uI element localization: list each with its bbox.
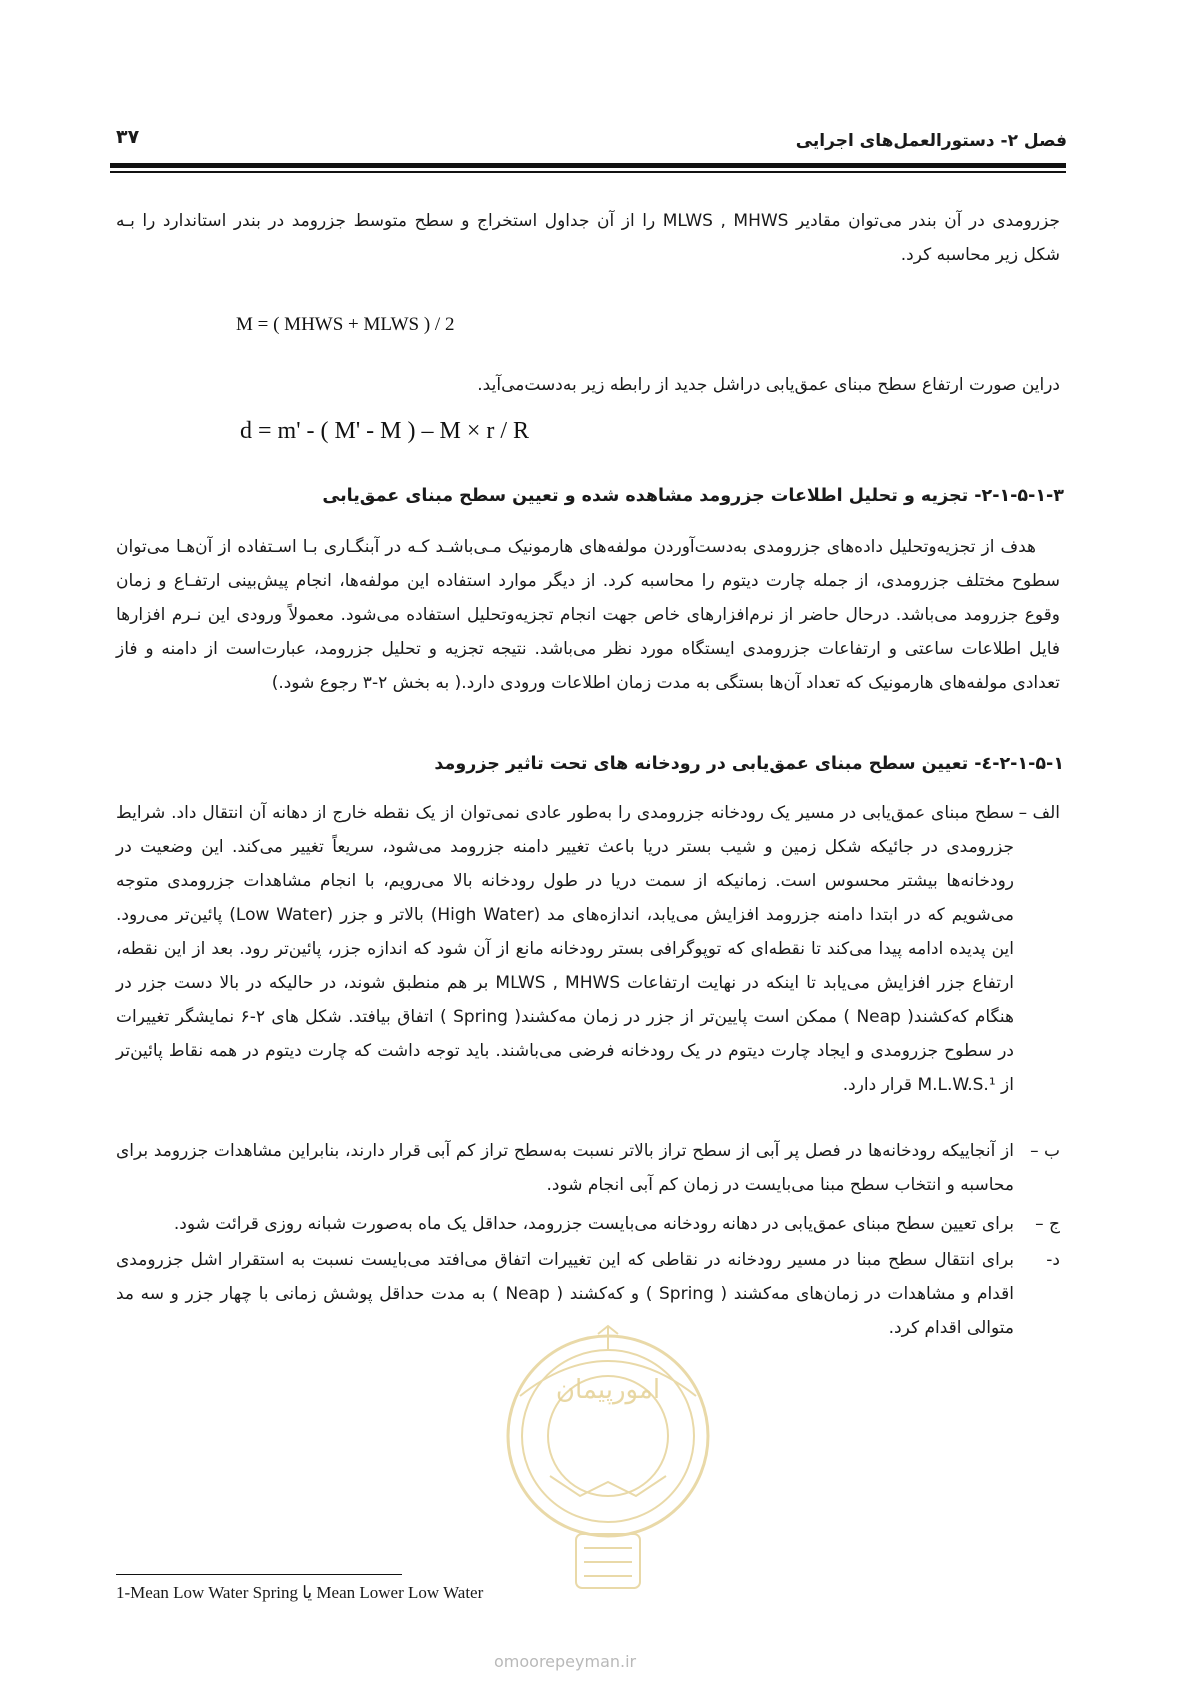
footnote: 1-Mean Low Water Spring یا Mean Lower Low Water [116,1583,484,1602]
list-item-be [116,1134,1060,1202]
list-item-text: سطح مبنای عمق‌یابی در مسیر یک رودخانه جزرومدی را به‌طور عادی نمی‌توان از یک نقطه خارج از دهانه آن انتقال داد. شرایط جزرومدی در جائیکه شکل زمین و شیب بستر دریا باعث تغییر دامنه جزرومد می‌شود، سریعاً تغییر می‌کند. این وضعیت در رودخانه‌ها بیشتر محسوس است. زمانیکه از سمت دریا در طول رودخانه بالا می‌رویم، با انجام مشاهدات جزرومدی متوجه می‌شویم که در ابتدا دامنه جزرومد افزایش می‌یابد، اندازه‌های مد (High Water) بالاتر و جزر (Low Water) پائین‌تر می‌رود. این پدیده ادامه پیدا می‌کند تا نقطه‌ای که توپوگرافی بستر رودخانه مانع از آن شود که اندازه جزر، پائین‌تر رود. بعد از این نقطه، ارتفاع جزر افزایش می‌یابد تا اینکه در نهایت ارتفاعات MLWS , MHWS بر هم منطبق شوند، در حالیکه در بالا دست جزر در هنگام که‌کشند( Neap ) ممکن است پایین‌تر از جزر در زمان مه‌کشند( Spring ) اتفاق بیافتد. شکل های ۲-۶ نمایشگر تغییرات در سطوح جزرومدی و ایجاد چارت دیتوم در یک رودخانه فرضی می‌باشند. باید توجه داشت که چارت دیتوم در همه نقاط پائین‌تر از M.L.W.S.¹ قرار دارد. [116,803,1015,1095]
list-marker: ج – [1035,1214,1060,1234]
watermark-site-text: omoorepeyman.ir [494,1652,637,1671]
intro-paragraph [116,204,1060,272]
section-paragraph-analysis: هدف از تجزیه‌وتحلیل داده‌های جزرومدی به‌دست‌آوردن مولفه‌های هارمونیک مـی‌باشـد کـه در آبنگـاری بـا اسـتفاده از آن‌هـا می‌توان سطوح مختلف جزرومدی، از جمله چارت دیتوم را محاسبه کرد. از دیگر موارد استفاده این مولفه‌ها، انجام پیش‌بینی ارتفـاع و زمان وقوع جزرومد می‌باشد. درحال حاضر از نرم‌افزارهای خاص جهت انجام تجزیه‌وتحلیل استفاده می‌شود. معمولاً ورودی این نـرم افزارها فایل اطلاعات ساعتی و ارتفاعات جزرومدی ایستگاه مورد نظر می‌باشد. نتیجه تجزیه و تحلیل جزرومد، عبارت‌است از دامنه و فاز تعدادی مولفه‌های هارمونیک که تعداد آن‌ها بستگی به مدت زمان اطلاعات ورودی دارد.( به بخش ۲-۳ رجوع شود.) [116,537,1060,693]
list-marker: الف – [1018,803,1060,823]
list-marker: د- [1046,1250,1060,1270]
formula-datum: d = m' - ( M' - M ) – M × r / R [240,418,530,444]
formula-intro: دراین صورت ارتفاع سطح مبنای عمق‌یابی دراشل جدید از رابطه زیر به‌دست‌می‌آید. [477,375,1060,395]
intro-line-1: جزرومدی در آن بندر می‌توان مقادیر MLWS , MHWS را از آن جداول استخراج و سطح متوسط جزرومد در بندر استاندارد را بـه [116,211,1060,231]
list-item-text: برای انتقال سطح مبنا در مسیر رودخانه در نقاطی که این تغییرات اتفاق می‌افتد می‌بایست نسبت به استقرار اشل جزرومدی اقدام و مشاهدات در زمان‌های مه‌کشند ( Spring ) و که‌کشند ( Neap ) به مدت حداقل پوشش زمانی با چهار جزر و سه مد متوالی اقدام کرد. [116,1250,1015,1338]
watermark-logo-text: امورپیمان [555,1375,661,1405]
section-heading-analysis: ۲-۱-۵-۱-۳- تجزیه و تحلیل اطلاعات جزرومد مشاهده شده و تعیین سطح مبنای عمق‌یابی [322,486,1064,506]
formula-mean-level: M = ( MHWS + MLWS ) / 2 [236,314,455,335]
list-item-jim [116,1207,1060,1241]
section-heading-rivers: ۲-۱-۵-۱-٤- تعیین سطح مبنای عمق‌یابی در رودخانه های تحت تاثیر جزرومد [434,754,1064,774]
header-rule-thin [110,171,1066,173]
intro-line-2: شکل زیر محاسبه کرد. [900,245,1060,265]
footnote-rule [116,1574,402,1575]
header-rule-thick [110,163,1066,168]
watermark-logo [480,1286,736,1604]
list-item-alef [116,796,1060,1102]
list-marker: ب – [1030,1141,1060,1161]
watermark-seal-icon [480,1286,736,1604]
list-item-text: برای تعیین سطح مبنای عمق‌یابی در دهانه رودخانه می‌بایست جزرومد، حداقل یک ماه به‌صورت شبانه روزی قرائت شود. [173,1214,1014,1234]
page-number: ۳۷ [116,126,140,148]
chapter-title: فصل ۲- دستورالعمل‌های اجرایی [795,131,1067,151]
list-item-text: از آنجاییکه رودخانه‌ها در فصل پر آبی از سطح تراز بالاتر نسبت به‌سطح تراز کم آبی قرار دارند، بنابراین مشاهدات جزرومد برای محاسبه و انتخاب سطح مبنا می‌بایست در زمان کم آبی انجام شود. [116,1141,1014,1195]
